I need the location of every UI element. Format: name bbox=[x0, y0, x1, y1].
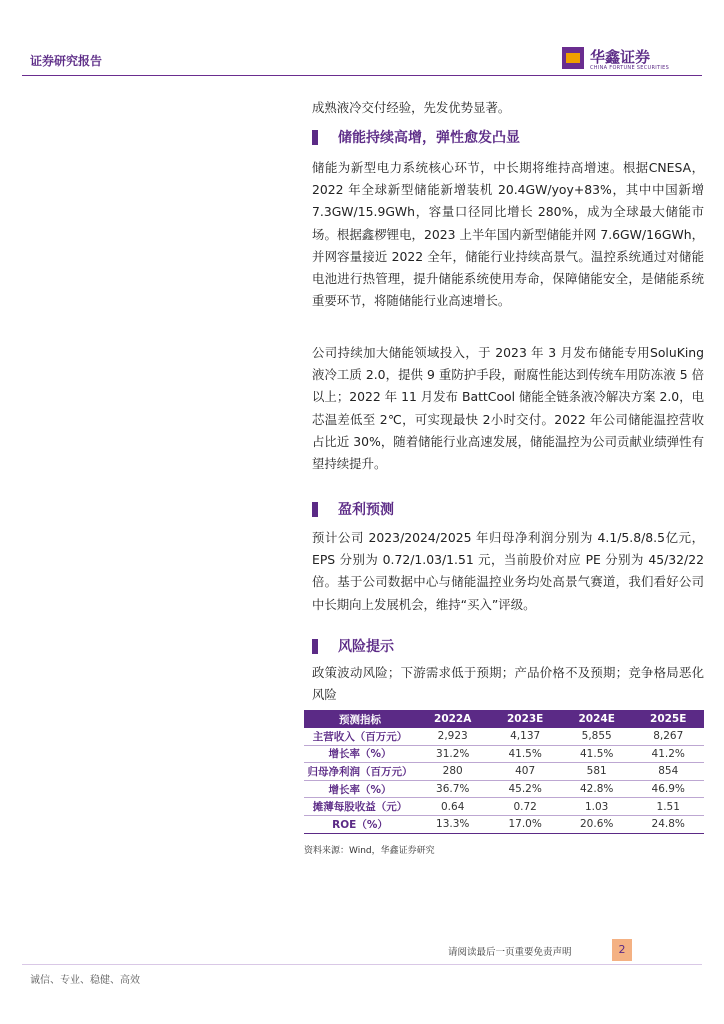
report-type-label: 证券研究报告 bbox=[30, 54, 103, 68]
table-cell: 41.2% bbox=[632, 745, 704, 763]
section-body bbox=[312, 662, 704, 706]
table-cell: 45.2% bbox=[489, 780, 561, 798]
section-body bbox=[312, 157, 704, 312]
paragraph: 预计公司 2023/2024/2025 年归母净利润分别为 4.1/5.8/8.5亿元，EPS 分别为 0.72/1.03/1.51 元，当前股价对应 PE 分别为 45/32/22 倍。基于公司数据中心与储能温控业务均处高景气赛道，我们看好公司中长期向上发展机会，维持“买入”评级。 bbox=[312, 530, 704, 612]
table-header-row bbox=[304, 710, 704, 728]
footer-slogan: 诚信、专业、稳健、高效 bbox=[30, 975, 140, 986]
forecast-table bbox=[304, 710, 704, 834]
company-logo bbox=[562, 43, 722, 75]
table-cell: 0.64 bbox=[416, 798, 489, 816]
disclaimer-note: 请阅读最后一页重要免责声明 bbox=[448, 947, 572, 958]
table-header-cell: 2023E bbox=[489, 710, 561, 728]
row-label: ROE（%） bbox=[304, 815, 416, 833]
table-cell: 36.7% bbox=[416, 780, 489, 798]
paragraph: 储能为新型电力系统核心环节，中长期将维持高增速。根据CNESA，2022 年全球新型储能新增装机 20.4GW/yoy+83%，其中中国新增 7.3GW/15.9GWh，容量口径同比增长 280%，成为全球最大储能市场。根据鑫椤锂电，2023 上半年国内新型储能并网 7.6GW/16GWh，并网容量接近 2022 全年，储能行业持续高景气。温控系统通过对储能电池进行热管理，提升储能系统使用寿命，保障储能安全，是储能系统重要环节，将随储能行业高速增长。 bbox=[312, 160, 704, 309]
table-cell: 1.51 bbox=[632, 798, 704, 816]
table-header-cell: 2025E bbox=[632, 710, 704, 728]
table-cell: 41.5% bbox=[489, 745, 561, 763]
row-label: 增长率（%） bbox=[304, 780, 416, 798]
section-body bbox=[312, 527, 704, 616]
intro-block bbox=[312, 97, 704, 119]
logo-name-en: CHINA FORTUNE SECURITIES bbox=[590, 65, 670, 71]
section-body bbox=[312, 342, 704, 475]
logo-mark-icon bbox=[562, 47, 584, 69]
table-cell: 13.3% bbox=[416, 815, 489, 833]
row-label: 主营收入（百万元） bbox=[304, 728, 416, 745]
row-label: 增长率（%） bbox=[304, 745, 416, 763]
section-title: 储能持续高增，弹性愈发凸显 bbox=[338, 130, 520, 146]
table-cell: 854 bbox=[632, 763, 704, 781]
table-row bbox=[304, 763, 704, 781]
table-cell: 5,855 bbox=[561, 728, 633, 745]
table-cell: 24.8% bbox=[632, 815, 704, 833]
page-number-badge: 2 bbox=[612, 939, 632, 961]
table-cell: 581 bbox=[561, 763, 633, 781]
table-cell: 17.0% bbox=[489, 815, 561, 833]
table-cell: 1.03 bbox=[561, 798, 633, 816]
intro-tail-paragraph: 成熟液冷交付经验，先发优势显著。 bbox=[312, 100, 511, 115]
table-cell: 407 bbox=[489, 763, 561, 781]
table-row bbox=[304, 798, 704, 816]
section-title: 盈利预测 bbox=[338, 502, 394, 518]
table-cell: 4,137 bbox=[489, 728, 561, 745]
table-source-note: 资料来源：Wind，华鑫证券研究 bbox=[304, 846, 435, 856]
section-marker-icon bbox=[312, 130, 318, 145]
table-row bbox=[304, 728, 704, 745]
row-label: 摊薄每股收益（元） bbox=[304, 798, 416, 816]
table-cell: 41.5% bbox=[561, 745, 633, 763]
logo-name-cn: 华鑫证券 bbox=[590, 48, 651, 66]
section-marker-icon bbox=[312, 502, 318, 517]
paragraph: 公司持续加大储能领域投入，于 2023 年 3 月发布储能专用SoluKing 液冷工质 2.0，提供 9 重防护手段，耐腐性能达到传统车用防冻液 5 倍以上；2022 年 11 月发布 BattCool 储能全链条液冷解决方案 2.0，电芯温差低至 2℃，可实现最快 2小时交付。2022 年公司储能温控营收占比近 30%，随着储能行业高速发展，储能温控为公司贡献业绩弹性有望持续提升。 bbox=[312, 345, 704, 472]
header-divider bbox=[22, 75, 702, 76]
footer-divider bbox=[22, 964, 702, 965]
table-header-cell: 2024E bbox=[561, 710, 633, 728]
table-row bbox=[304, 815, 704, 833]
table-cell: 20.6% bbox=[561, 815, 633, 833]
section-title: 风险提示 bbox=[338, 639, 394, 655]
table-cell: 31.2% bbox=[416, 745, 489, 763]
table-cell: 0.72 bbox=[489, 798, 561, 816]
row-label: 归母净利润（百万元） bbox=[304, 763, 416, 781]
table-cell: 46.9% bbox=[632, 780, 704, 798]
section-marker-icon bbox=[312, 639, 318, 654]
table-row bbox=[304, 745, 704, 763]
table-cell: 280 bbox=[416, 763, 489, 781]
table-cell: 42.8% bbox=[561, 780, 633, 798]
table-cell: 2,923 bbox=[416, 728, 489, 745]
table-header-cell: 2022A bbox=[416, 710, 489, 728]
paragraph: 政策波动风险；下游需求低于预期；产品价格不及预期；竞争格局恶化风险 bbox=[312, 665, 704, 703]
table-header-cell: 预测指标 bbox=[304, 710, 416, 728]
table-cell: 8,267 bbox=[632, 728, 704, 745]
table-row bbox=[304, 780, 704, 798]
